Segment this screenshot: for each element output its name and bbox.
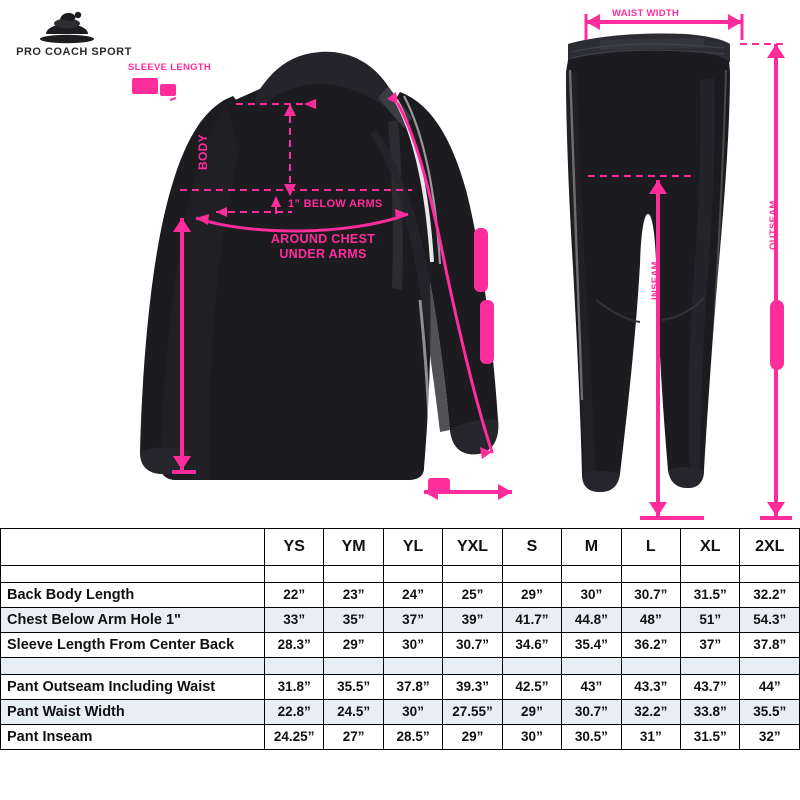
row-label-pant-waist-width: Pant Waist Width [1,700,265,725]
cell: 28.5” [383,725,442,750]
cell: 30” [502,725,561,750]
cell: 48” [621,608,680,633]
header-size-s: S [502,529,561,566]
cell: 30.7” [562,700,621,725]
header-size-2xl: 2XL [740,529,800,566]
row-label-pant-inseam: Pant Inseam [1,725,265,750]
table-row [1,700,800,725]
cell: 37” [383,608,442,633]
cell: 44.8” [562,608,621,633]
cell: 37” [681,633,740,658]
cell: 22” [264,583,323,608]
cell: 29” [443,725,502,750]
cell: 29” [324,633,383,658]
table-gap-row-middle [1,658,800,675]
cell: 23” [324,583,383,608]
header-size-ym: YM [324,529,383,566]
cell: 27” [324,725,383,750]
cell: 31.5” [681,583,740,608]
label-outseam: OUTSEAM [768,200,779,250]
row-label-back-body-length: Back Body Length [1,583,265,608]
cell: 29” [502,583,561,608]
cell: 32” [740,725,800,750]
cell: 22.8” [264,700,323,725]
label-waist-width: WAIST WIDTH [612,8,680,19]
cell: 37.8” [740,633,800,658]
header-size-yxl: YXL [443,529,502,566]
cell: 30” [562,583,621,608]
cell: 39.3” [443,675,502,700]
table-gap-row-top [1,566,800,583]
cell: 31” [621,725,680,750]
header-size-ys: YS [264,529,323,566]
cell: 32.2” [621,700,680,725]
brand-name: PRO COACH SPORT [16,46,132,58]
cell: 36.2” [621,633,680,658]
cell: 35.5” [740,700,800,725]
cell: 33” [264,608,323,633]
cell: 33.8” [681,700,740,725]
label-under-arms: UNDER ARMS [279,247,367,261]
cell: 25” [443,583,502,608]
cell: 39” [443,608,502,633]
cell: 27.55” [443,700,502,725]
header-size-l: L [621,529,680,566]
cell: 31.8” [264,675,323,700]
pant-graphic [566,33,730,492]
cell: 43” [562,675,621,700]
cell: 44” [740,675,800,700]
cell: 30” [383,700,442,725]
cell: 30.7” [621,583,680,608]
label-sleeve-length-jacket: SLEEVE LENGTH [128,62,212,73]
row-label-chest-below-arm-hole: Chest Below Arm Hole 1" [1,608,265,633]
table-row [1,725,800,750]
cell: 24” [383,583,442,608]
table-row [1,608,800,633]
cell: 51” [681,608,740,633]
table-row [1,583,800,608]
row-label-sleeve-length-from-center-back: Sleeve Length From Center Back [1,633,265,658]
header-size-xl: XL [681,529,740,566]
cell: 34.6” [502,633,561,658]
table-row [1,675,800,700]
label-around-chest: AROUND CHEST [270,232,376,246]
cell: 35” [324,608,383,633]
label-below-arms: 1” BELOW ARMS [288,198,383,210]
cell: 29” [502,700,561,725]
cell: 37.8” [383,675,442,700]
cell: 43.3” [621,675,680,700]
label-inseam: INSEAM [650,261,661,300]
label-body: BODY [196,134,210,170]
header-measurement [1,529,265,566]
cell: 35.5” [324,675,383,700]
cell: 42.5” [502,675,561,700]
cell: 24.5” [324,700,383,725]
cell: 43.7” [681,675,740,700]
cell: 41.7” [502,608,561,633]
table-header-row [1,529,800,566]
cell: 35.4” [562,633,621,658]
cell: 28.3” [264,633,323,658]
row-label-pant-outseam-including-waist: Pant Outseam Including Waist [1,675,265,700]
cell: 32.2” [740,583,800,608]
cell: 54.3” [740,608,800,633]
cell: 30.7” [443,633,502,658]
cell: 24.25” [264,725,323,750]
cell: 30.5” [562,725,621,750]
header-size-yl: YL [383,529,442,566]
cell: 30” [383,633,442,658]
header-size-m: M [562,529,621,566]
cell: 31.5” [681,725,740,750]
table-row [1,633,800,658]
size-chart-table [0,528,800,750]
